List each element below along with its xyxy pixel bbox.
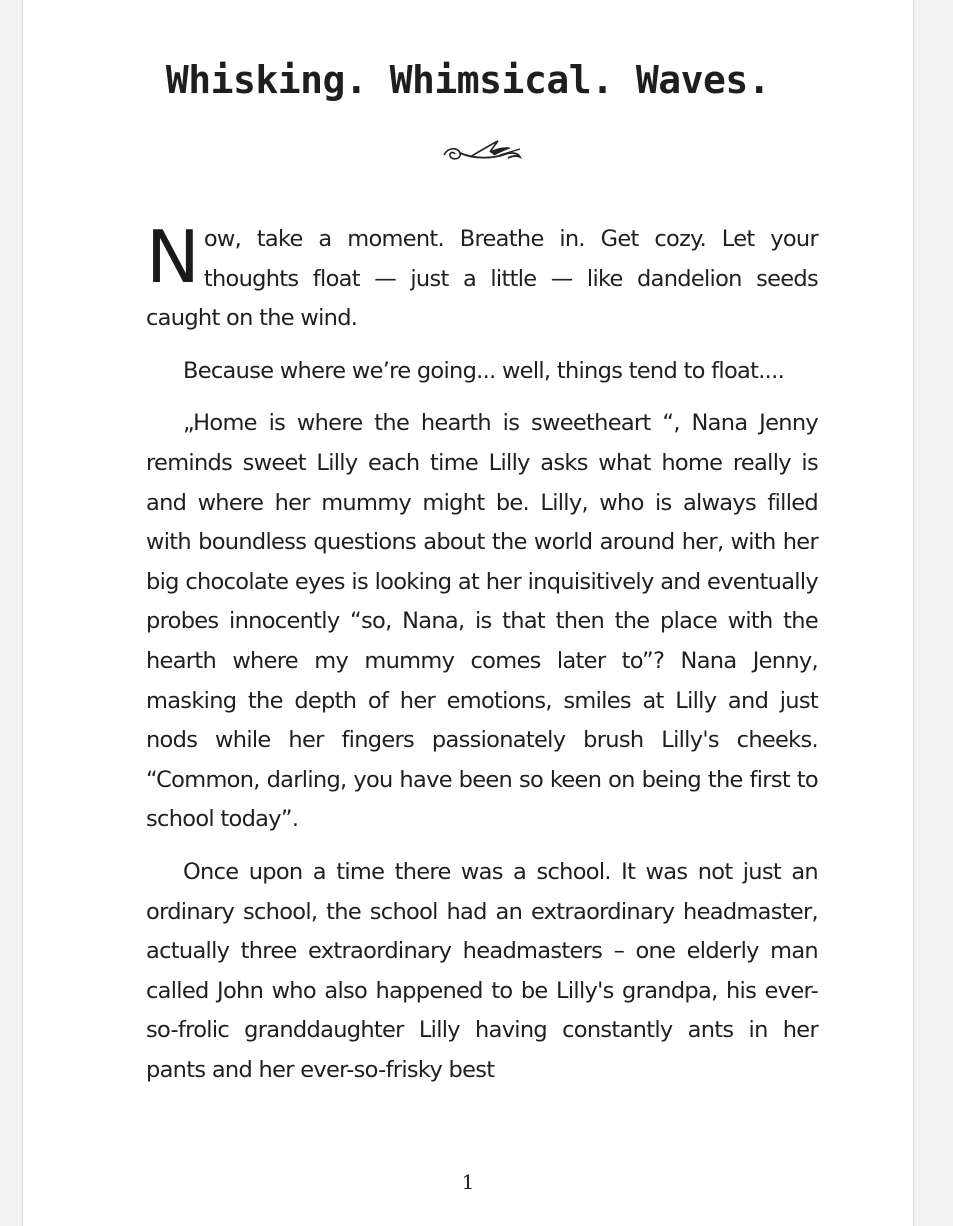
paragraph-3: „Home is where the hearth is sweetheart “, Nana Jenny reminds sweet Lilly each time Lilly asks what home really is and where her mummy might be. Lilly, who is always filled with boundless questions about the world around her, with her big chocolate eyes is looking at her inquisitively and eventually probes innocently “so, Nana, is that then the place with the hearth where my mummy comes later to”? Nana Jenny, masking the depth of her emotions, smiles at Lilly and just nods while her fingers passionately brush Lilly's cheeks. “Common, darling, you have been so keen on being the first to school today”. (146, 410, 818, 833)
paragraph-1 (146, 215, 818, 339)
paragraph-1-text: ow, take a moment. Breathe in. Get cozy. Let your thoughts float — just a little — like dandelion seeds caught on the wind. (146, 226, 818, 332)
page-number: 1 (461, 1170, 475, 1194)
flourish-ornament-icon (440, 137, 524, 167)
paragraph-4: Once upon a time there was a school. It was not just an ordinary school, the school had an extraordinary headmaster, actually three extraordinary headmasters – one elderly man called John who also happened to be Lilly's grandpa, his ever-so-frolic granddaughter Lilly having constantly ants in her pants and her ever-so-frisky best (146, 858, 818, 1083)
chapter-title: Whisking. Whimsical. Waves. (165, 58, 771, 102)
body-text (146, 215, 818, 1103)
drop-cap: N (146, 215, 200, 299)
document-page (22, 0, 914, 1226)
paragraph-2: Because where we’re going... well, things tend to float.... (183, 357, 785, 384)
